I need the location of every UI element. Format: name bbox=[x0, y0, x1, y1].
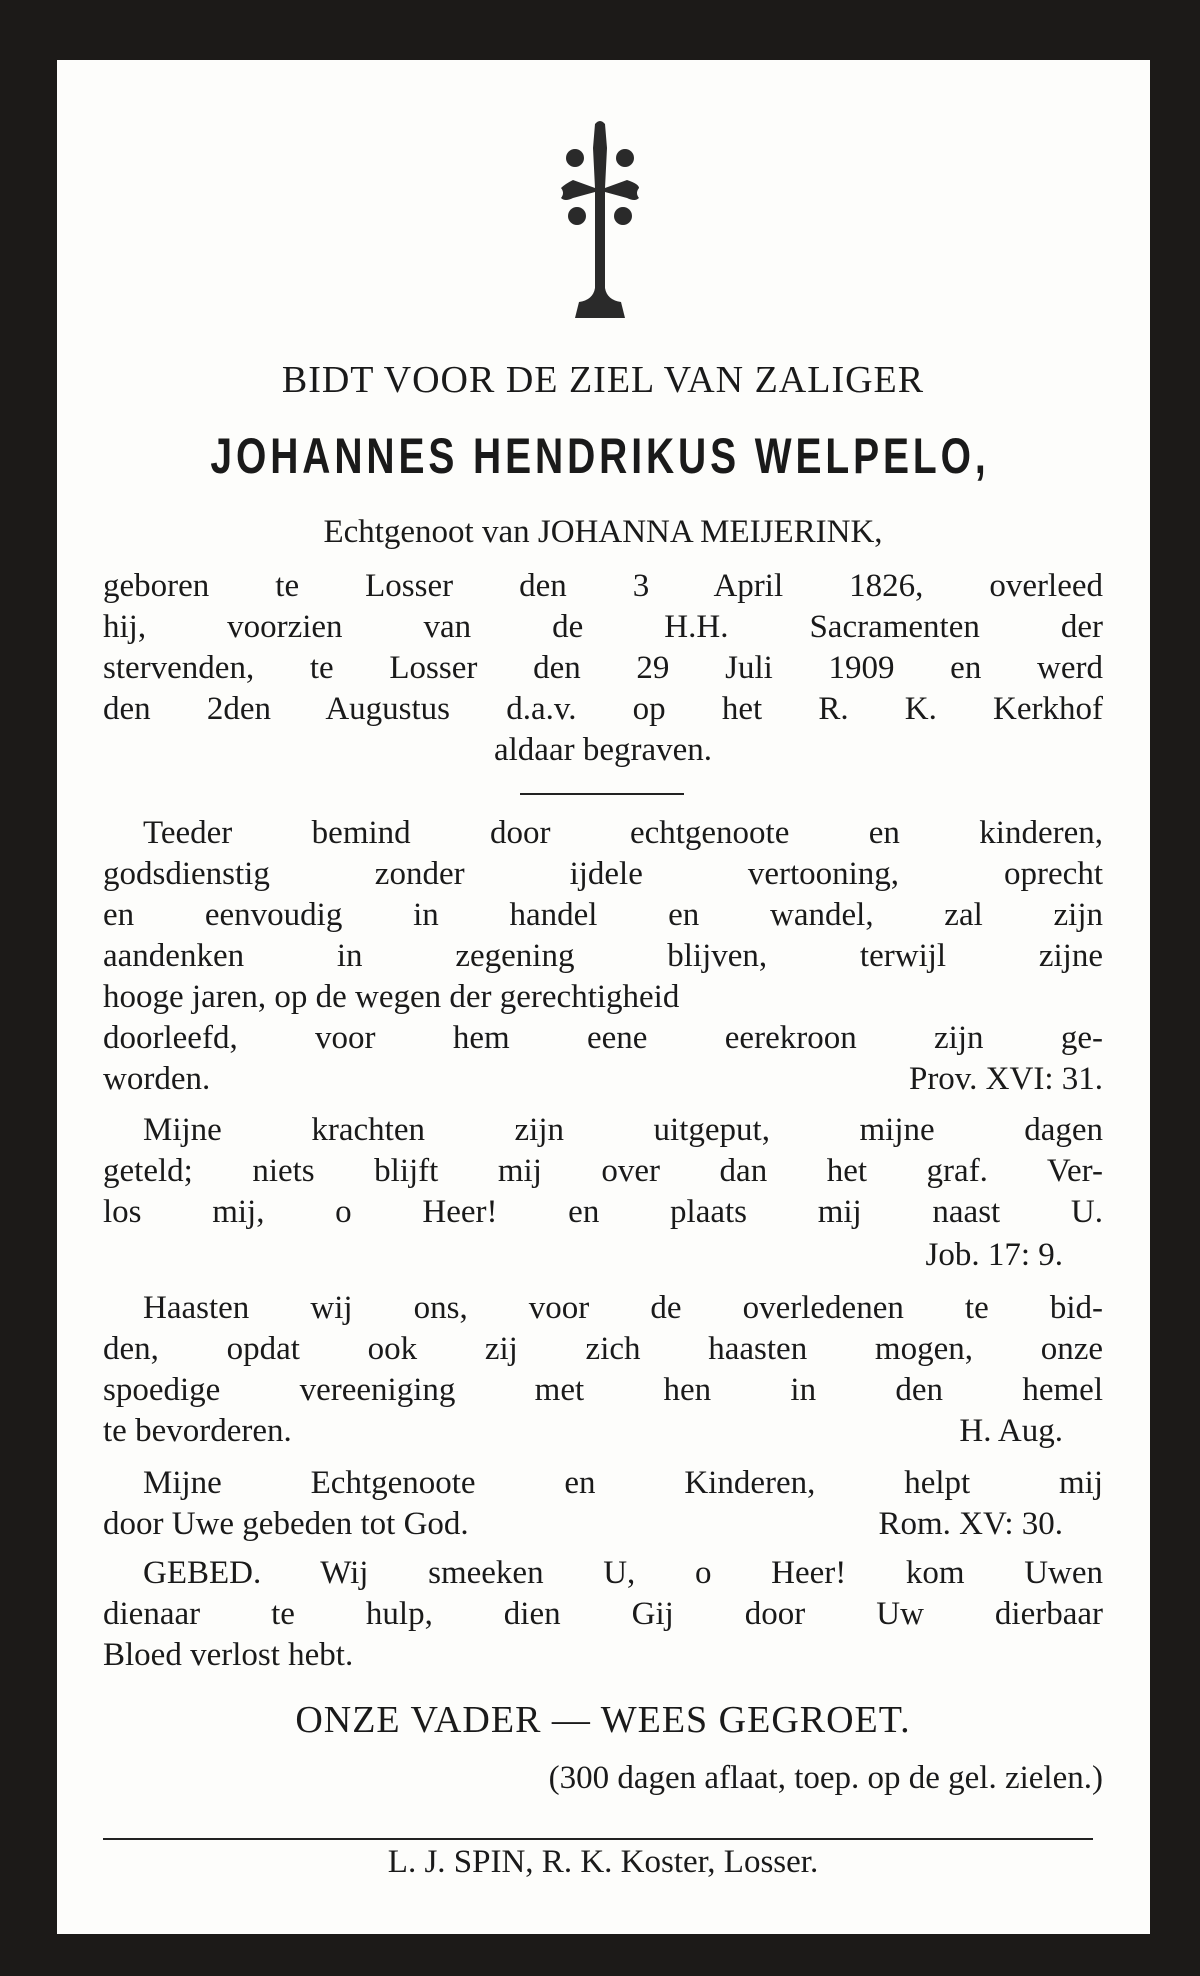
bio-line: geboren te Losser den 3 April 1826, overleed bbox=[103, 568, 1103, 604]
prayers-line: ONZE VADER — WEES GEGROET. bbox=[295, 1699, 911, 1741]
p2-line: Mijne krachten zijn uitgeput, mijne dagen bbox=[143, 1112, 1103, 1148]
p1-line: aandenken in zegening blijven, terwijl zijne bbox=[103, 938, 1103, 974]
bio-line: hij, voorzien van de H.H. Sacramenten der bbox=[103, 609, 1103, 645]
p1-line: doorleefd, voor hem eene eerekroon zijn ge- bbox=[103, 1020, 1103, 1056]
p3-line: den, opdat ook zij zich haasten mogen, onze bbox=[103, 1331, 1103, 1367]
scripture-ref: Prov. XVI: 31. bbox=[908, 1061, 1103, 1097]
p3-line: Haasten wij ons, voor de overledenen te bid- bbox=[143, 1290, 1103, 1326]
p1-line: Teeder bemind door echtgenoote en kinderen, bbox=[143, 815, 1103, 851]
scripture-ref: Rom. XV: 30. bbox=[878, 1506, 1063, 1542]
p5-line: GEBED. Wij smeeken U, o Heer! kom Uwen bbox=[143, 1555, 1103, 1591]
bio-line: aldaar begraven. bbox=[493, 732, 713, 768]
p1-line: hooge jaren, op de wegen der gerechtigheid bbox=[103, 979, 680, 1015]
printer-line: L. J. SPIN, R. K. Koster, Losser. bbox=[387, 1844, 819, 1880]
p1-line: en eenvoudig in handel en wandel, zal zijn bbox=[103, 897, 1103, 933]
divider bbox=[520, 793, 684, 795]
p5-line: Bloed verlost hebt. bbox=[103, 1637, 354, 1673]
indulgence-line: (300 dagen aflaat, toep. op de gel. zielen.) bbox=[548, 1760, 1103, 1796]
p2-line: los mij, o Heer! en plaats mij naast U. bbox=[103, 1194, 1103, 1230]
spouse-line: Echtgenoot van JOHANNA MEIJERINK, bbox=[323, 514, 883, 550]
bio-line: stervenden, te Losser den 29 Juli 1909 en werd bbox=[103, 650, 1103, 686]
cross-icon bbox=[535, 118, 665, 322]
scripture-ref: H. Aug. bbox=[959, 1413, 1063, 1449]
p1-line: worden. bbox=[103, 1061, 211, 1097]
p4-line: door Uwe gebeden tot God. bbox=[103, 1506, 469, 1542]
scripture-ref: Job. 17: 9. bbox=[925, 1237, 1063, 1273]
heading: BIDT VOOR DE ZIEL VAN ZALIGER bbox=[281, 359, 925, 401]
p2-line: geteld; niets blijft mij over dan het graf. Ver- bbox=[103, 1153, 1103, 1189]
p1-line: godsdienstig zonder ijdele vertooning, oprecht bbox=[103, 856, 1103, 892]
divider bbox=[103, 1838, 1093, 1840]
p4-line: Mijne Echtgenoote en Kinderen, helpt mij bbox=[143, 1465, 1103, 1501]
p3-line: spoedige vereeniging met hen in den hemel bbox=[103, 1372, 1103, 1408]
p5-line: dienaar te hulp, dien Gij door Uw dierbaar bbox=[103, 1596, 1103, 1632]
deceased-name: JOHANNES HENDRIKUS WELPELO, bbox=[210, 428, 990, 484]
bio-line: den 2den Augustus d.a.v. op het R. K. Kerkhof bbox=[103, 691, 1103, 727]
p3-line: te bevorderen. bbox=[103, 1413, 292, 1449]
